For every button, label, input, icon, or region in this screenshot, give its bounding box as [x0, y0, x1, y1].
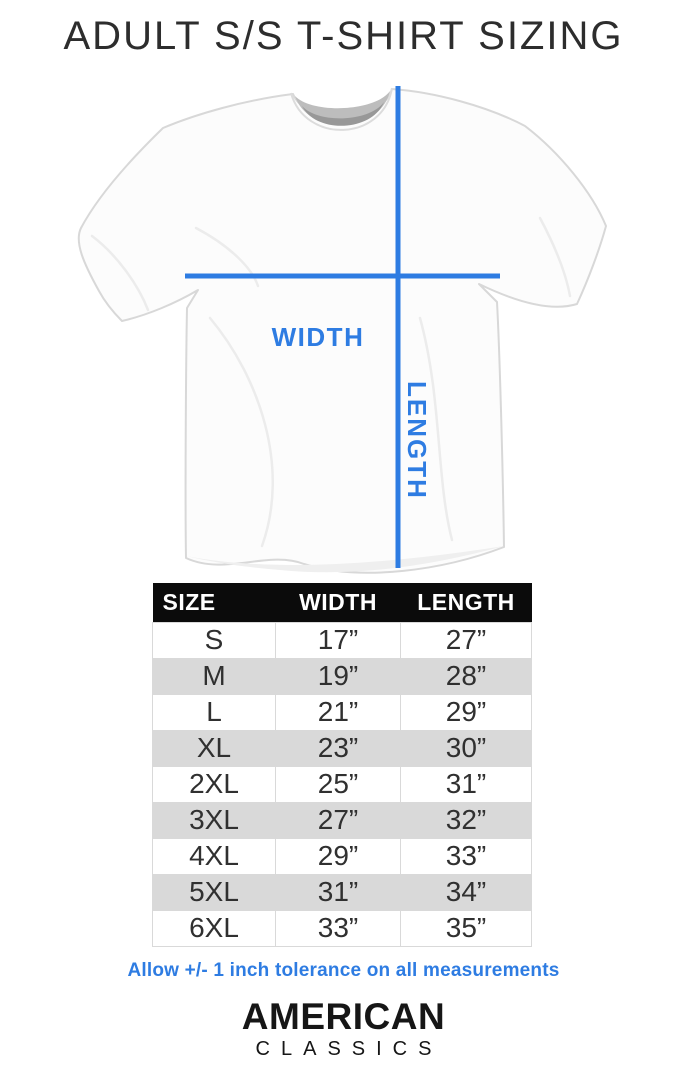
cell-size: M: [153, 658, 276, 694]
cell-size: 5XL: [153, 874, 276, 910]
cell-length: 27”: [401, 622, 532, 658]
tolerance-note: Allow +/- 1 inch tolerance on all measurements: [127, 960, 560, 981]
brand-subname: CLASSICS: [255, 1038, 443, 1060]
cell-width: 29”: [276, 838, 401, 874]
cell-length: 35”: [401, 910, 532, 946]
cell-width: 19”: [276, 658, 401, 694]
cell-length: 29”: [401, 694, 532, 730]
col-header-length: LENGTH: [401, 583, 532, 622]
cell-size: 4XL: [153, 838, 276, 874]
brand-logo: [0, 998, 687, 1061]
cell-length: 28”: [401, 658, 532, 694]
cell-width: 21”: [276, 694, 401, 730]
cell-size: XL: [153, 730, 276, 766]
cell-size: 2XL: [153, 766, 276, 802]
col-header-width: WIDTH: [276, 583, 401, 622]
cell-size: L: [153, 694, 276, 730]
table-row: [153, 766, 532, 802]
col-header-size: SIZE: [153, 583, 276, 622]
table-row: [153, 622, 532, 658]
cell-size: 6XL: [153, 910, 276, 946]
table-row: [153, 910, 532, 946]
cell-length: 31”: [401, 766, 532, 802]
cell-size: S: [153, 622, 276, 658]
cell-width: 23”: [276, 730, 401, 766]
brand-name: AMERICAN: [241, 996, 446, 1037]
width-measure-label: WIDTH: [271, 322, 365, 352]
table-row: [153, 838, 532, 874]
cell-width: 27”: [276, 802, 401, 838]
size-table-header: [153, 583, 532, 622]
size-table-body: [153, 622, 532, 946]
tshirt-figure: [0, 78, 687, 578]
cell-size: 3XL: [153, 802, 276, 838]
table-row: [153, 874, 532, 910]
table-row: [153, 730, 532, 766]
page-title: ADULT S/S T-SHIRT SIZING: [63, 14, 624, 58]
cell-width: 33”: [276, 910, 401, 946]
cell-length: 34”: [401, 874, 532, 910]
length-measure-label: LENGTH: [402, 381, 432, 500]
cell-length: 30”: [401, 730, 532, 766]
cell-width: 17”: [276, 622, 401, 658]
table-row: [153, 694, 532, 730]
size-table: [152, 583, 532, 947]
cell-length: 33”: [401, 838, 532, 874]
cell-width: 25”: [276, 766, 401, 802]
table-row: [153, 802, 532, 838]
header-row: [153, 583, 532, 622]
cell-length: 32”: [401, 802, 532, 838]
table-row: [153, 658, 532, 694]
cell-width: 31”: [276, 874, 401, 910]
